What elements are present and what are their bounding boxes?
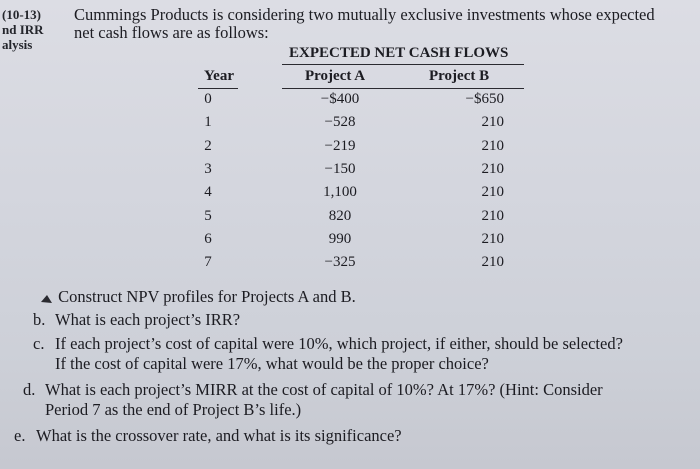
question-letter: c. bbox=[33, 334, 45, 353]
question-text: What is each project’s MIRR at the cost of capital of 10%? At 17%? (Hint: Consider bbox=[45, 380, 603, 399]
table-cell-project-a: −150 bbox=[324, 160, 356, 177]
table-cell-year: 2 bbox=[204, 137, 212, 154]
table-cell-project-b: −$650 bbox=[465, 91, 504, 107]
intro-line-1: Cummings Products is considering two mutually exclusive investments whose expected bbox=[74, 5, 655, 24]
problem-number: (10-13) bbox=[2, 7, 41, 22]
table-cell-project-a: −219 bbox=[324, 137, 356, 154]
table-cell-project-b: 210 bbox=[481, 184, 504, 201]
question-text: What is the crossover rate, and what is its significance? bbox=[36, 426, 402, 445]
year-header-rule bbox=[198, 88, 238, 89]
question-text: Construct NPV profiles for Projects A and B. bbox=[58, 287, 356, 306]
table-cell-project-b: 210 bbox=[481, 207, 504, 224]
question-text: If the cost of capital were 17%, what would be the proper choice? bbox=[55, 354, 489, 373]
table-cell-year: 3 bbox=[204, 160, 212, 177]
table-cell-year: 7 bbox=[204, 254, 212, 271]
table-cell-project-a: 990 bbox=[328, 230, 352, 247]
table-cell-year: 4 bbox=[204, 184, 212, 201]
group-header-rule bbox=[282, 64, 524, 65]
table-cell-project-a: −$400 bbox=[320, 91, 360, 107]
table-cell-year: 5 bbox=[204, 207, 212, 224]
table-cell-project-a: 1,100 bbox=[323, 184, 357, 201]
intro-line-2: net cash flows are as follows: bbox=[74, 23, 269, 42]
question-letter: e. bbox=[14, 426, 26, 445]
table-cell-year: 0 bbox=[204, 91, 212, 107]
table-group-header: EXPECTED NET CASH FLOWS bbox=[289, 45, 509, 61]
table-cell-project-b: 210 bbox=[481, 160, 504, 177]
question-letter: b. bbox=[33, 310, 46, 329]
table-cell-project-a: −528 bbox=[324, 114, 356, 131]
table-cell-year: 1 bbox=[204, 114, 212, 131]
column-header-year: Year bbox=[204, 68, 234, 84]
table-cell-project-b: 210 bbox=[481, 137, 504, 154]
table-cell-project-b: 210 bbox=[481, 254, 504, 271]
table-cell-project-b: 210 bbox=[481, 114, 504, 131]
project-header-rule bbox=[282, 88, 524, 89]
column-header-project-a: Project A bbox=[305, 68, 366, 84]
column-header-project-b: Project B bbox=[429, 68, 490, 84]
question-text: What is each project’s IRR? bbox=[55, 310, 241, 329]
table-cell-project-a: −325 bbox=[324, 254, 356, 271]
question-text: If each project’s cost of capital were 10%, which project, if either, should be selected? bbox=[55, 334, 623, 353]
margin-label-line2: nd IRR bbox=[2, 22, 44, 37]
question-letter: d. bbox=[23, 380, 36, 399]
table-cell-project-a: 820 bbox=[328, 207, 352, 224]
pen-mark-icon bbox=[40, 292, 54, 302]
table-cell-project-b: 210 bbox=[481, 230, 504, 247]
question-text: Period 7 as the end of Project B’s life.) bbox=[45, 400, 302, 419]
table-cell-year: 6 bbox=[204, 230, 212, 247]
margin-label-line3: alysis bbox=[2, 37, 33, 52]
